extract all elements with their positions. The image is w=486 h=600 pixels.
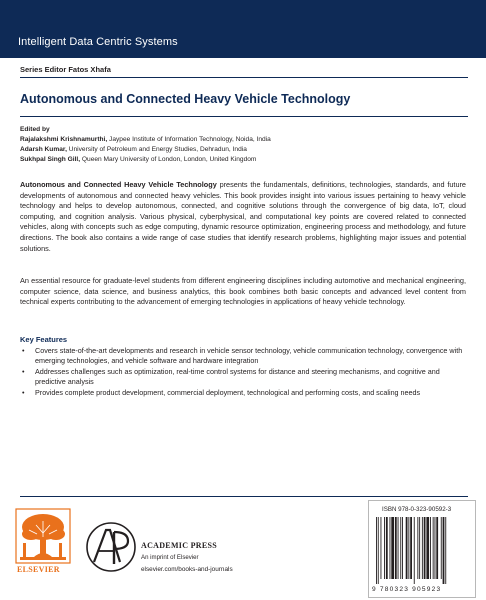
divider [20, 77, 468, 78]
elsevier-wordmark: ELSEVIER [17, 565, 60, 574]
series-band [0, 0, 486, 58]
elsevier-tree-logo-icon [14, 507, 72, 565]
academic-press-logo-icon [84, 520, 138, 574]
key-feature-item [20, 388, 466, 398]
audience-paragraph: An essential resource for graduate-level students from different engineering disciplines including automotive and mechanical engineering, computer science, data science, and business analytics, this book combines both basic concepts and advanced level content from technical experts contributing to the advancement of emerging technologies in applications of heavy vehicle technology. [20, 276, 466, 307]
editor-name: Sukhpal Singh Gill, [20, 156, 81, 163]
editor-name: Adarsh Kumar, [20, 146, 67, 153]
series-editor: Series Editor Fatos Xhafa [20, 65, 111, 74]
book-title: Autonomous and Connected Heavy Vehicle Technology [20, 92, 351, 106]
academic-press-wordmark: ACADEMIC PRESS [141, 541, 217, 550]
edited-by-heading: Edited by [20, 126, 50, 133]
editor-entry [20, 145, 468, 155]
imprint-line: An imprint of Elsevier [141, 554, 199, 561]
editor-affiliation: Queen Mary University of London, London, United Kingdom [80, 156, 257, 163]
key-feature-text: Covers state-of-the-art developments and research in vehicle sensor technology, vehicle communication technology, convergence with emerging technologies, and vehicle software and hardware integration [35, 346, 463, 366]
key-feature-item [20, 346, 466, 367]
description-book-title: Autonomous and Connected Heavy Vehicle Technology [20, 180, 217, 189]
bullet-icon: • [22, 346, 25, 355]
key-feature-item [20, 367, 466, 388]
isbn-number: ISBN 978-0-323-90592-3 [382, 506, 452, 513]
editor-affiliation: University of Petroleum and Energy Studies, Dehradun, India [66, 146, 247, 153]
editor-entry [20, 135, 468, 145]
description-text: presents the fundamentals, definitions, technologies, standards, and future developments of autonomous and connected heavy vehicles. This book provides insight into various issues pertaining to heavy vehicle technology and helps to develop autonomous, connected, and cognitive solutions through the convergence of big data, IoT, cloud computing, and cognition analysis. Various physical, cyberphysical, and computational key points are covered related to connected vehicles, along with concepts such as edge computing, dynamic resource optimization, engineering process and methodology, and future directions. The book also contains a wide range of case studies that identify research problems, highlighting major issues and potential solutions. [20, 180, 466, 253]
key-feature-text: Provides complete product development, commercial deployment, technological and performing costs, and scaling needs [35, 387, 421, 397]
series-title: Intelligent Data Centric Systems [18, 36, 178, 48]
bullet-icon: • [22, 387, 25, 397]
divider [20, 116, 468, 117]
barcode-icon [374, 517, 468, 584]
barcode-digits: 9 780323 905923 [372, 586, 442, 593]
editor-affiliation: Jaypee Institute of Information Technology, Noida, India [107, 136, 271, 143]
key-feature-text: Addresses challenges such as optimization, real-time control systems for distance and steering mechanisms, and cognitive and predictive analysis [35, 366, 440, 387]
editors-block [20, 125, 468, 165]
publisher-url: elsevier.com/books-and-journals [141, 566, 233, 573]
key-features-heading: Key Features [20, 335, 68, 344]
key-features-list [20, 346, 466, 398]
divider [20, 496, 468, 497]
editor-name: Rajalakshmi Krishnamurthi, [20, 136, 108, 143]
bullet-icon: • [22, 366, 25, 376]
description-paragraph [20, 180, 466, 254]
editor-entry [20, 155, 468, 165]
